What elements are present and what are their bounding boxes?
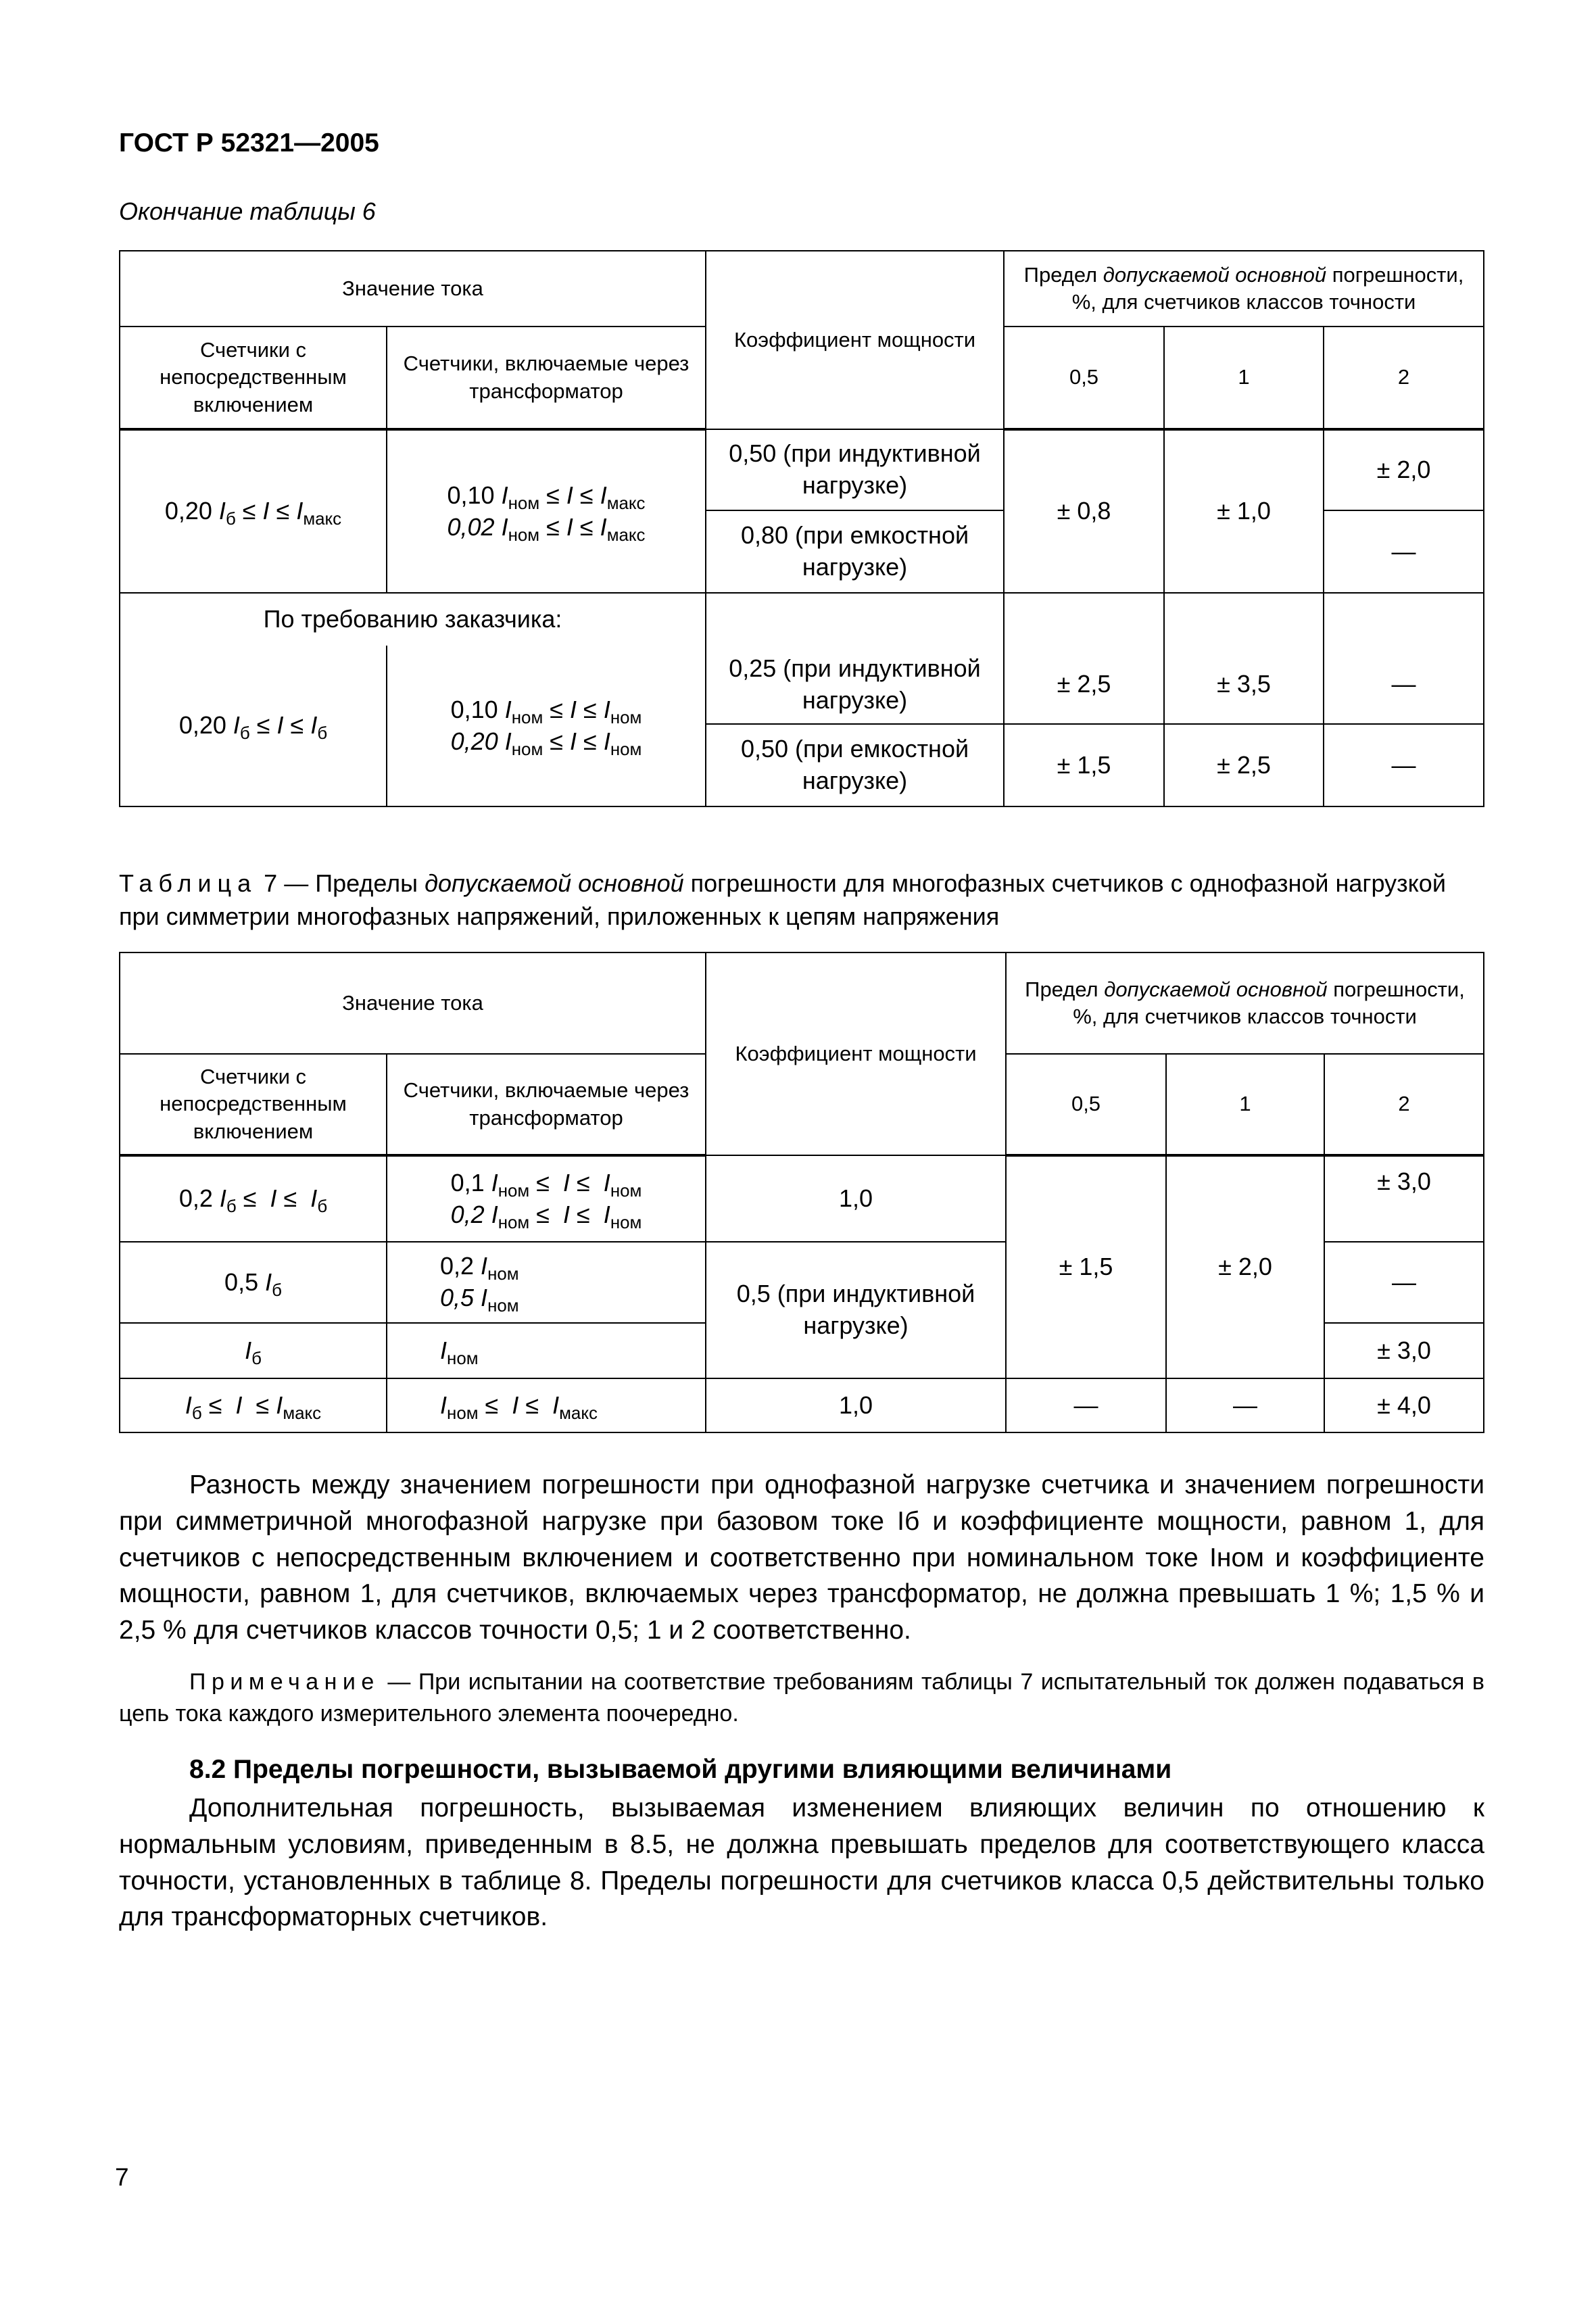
table7-caption-pre: — Пределы <box>277 869 425 897</box>
block2-cap-class-2: — <box>1324 724 1484 806</box>
section-8-2-title: 8.2 Пределы погрешности, вызываемой другими влияющими величинами <box>189 1755 1172 1784</box>
t7-row4-direct: $I_б \le I \le I_{макс}$ <box>120 1378 387 1432</box>
t7-header-limit-pre: Предел <box>1025 977 1105 1001</box>
table-6 <box>119 250 1484 807</box>
t7-merged-class-1: ± 2,0 <box>1166 1155 1324 1378</box>
block1-pf-inductive: 0,50 (при индуктивной нагрузке) <box>706 429 1004 510</box>
header-transformer: Счетчики, включаемые через трансформатор <box>387 327 706 429</box>
header-power-factor: Коэффициент мощности <box>706 251 1004 429</box>
header-limit-italic: допускаемой основной <box>1103 262 1327 287</box>
t7-row2-class-2: — <box>1324 1242 1484 1323</box>
block2-cap-class-05: ± 1,5 <box>1004 724 1164 806</box>
t7-row3-direct: $I_б$ <box>120 1323 387 1378</box>
t7-header-limit-italic: допускаемой основной <box>1104 977 1328 1001</box>
note-label: Примечание <box>189 1669 380 1695</box>
table7-caption <box>119 867 1484 933</box>
header-limit <box>1004 251 1484 327</box>
block1-pf-capacitive: 0,80 (при емкостной нагрузке) <box>706 510 1004 593</box>
header-limit-pre: Предел <box>1023 262 1103 287</box>
t7-row4-class-2: ± 4,0 <box>1324 1378 1484 1432</box>
block2-customer-label: По требованию заказчика: <box>120 593 706 646</box>
t7-header-class-05: 0,5 <box>1006 1054 1166 1155</box>
header-class-05: 0,5 <box>1004 327 1164 429</box>
header-limit-post: погрешности, %, для счетчиков классов точности <box>1071 262 1464 314</box>
t7-header-limit <box>1006 952 1484 1054</box>
block1-class-2-capacitive: — <box>1324 510 1484 593</box>
page-number: 7 <box>115 2163 129 2191</box>
t7-row1-direct: 0,2 $I_б \le I \le I_б$ <box>120 1155 387 1242</box>
t7-header-class-1: 1 <box>1166 1054 1324 1155</box>
block1-class-2-inductive: ± 2,0 <box>1324 429 1484 510</box>
table-7 <box>119 952 1484 1433</box>
table7-caption-number: 7 <box>264 869 278 897</box>
t7-row4-class-1: — <box>1166 1378 1324 1432</box>
t7-header-current-value: Значение тока <box>120 952 706 1054</box>
t7-row2-direct: 0,5 $I_б$ <box>120 1242 387 1323</box>
document-header: ГОСТ Р 52321—2005 <box>119 128 379 158</box>
block2-transformer: 0,10 $I_{ном} \le I \le I_{ном}$ 0,20 $I_{ном} \le I \le I_{ном}$ <box>387 646 706 806</box>
t7-row1-transformer: 0,1 $I_{ном} \le I \le I_{ном}$ 0,2 $I_{ном} \le I \le I_{ном}$ <box>387 1155 706 1242</box>
section-8-2-text <box>119 1790 1484 1935</box>
header-current-value: Значение тока <box>120 251 706 327</box>
t7-row2-pf: 0,5 (при индуктивной нагрузке) <box>706 1242 1006 1378</box>
block2-direct: 0,20 $I_б \le I \le I_б$ <box>120 646 387 806</box>
header-direct: Счетчики с непосредственным включением <box>120 327 387 429</box>
t7-header-limit-post: погрешности, %, для счетчиков классов точности <box>1073 977 1465 1028</box>
block2-ind-class-2: — <box>1324 646 1484 724</box>
t7-row1-pf: 1,0 <box>706 1155 1006 1242</box>
paragraph-difference-text: Разность между значением погрешности при однофазной нагрузке счетчика и значением погрешности при симметричной многофазной нагрузке при базовом токе Iб и коэффициенте мощности, равном 1, для счетчиков с непосредственным включением и соответственно при номинальном токе Iном и коэффициенте мощности, равном 1, для счетчиков, включаемых через трансформатор, не должна превышать 1 %; 1,5 % и 2,5 % для счетчиков классов точности 0,5; 1 и 2 соответственно. <box>119 1470 1484 1645</box>
table7-caption-italic: допускаемой основной <box>425 869 684 897</box>
block1-transformer: 0,10 $I_{ном} \le I \le I_{макс}$ 0,02 $I_{ном} \le I \le I_{макс}$ <box>387 429 706 593</box>
header-class-2: 2 <box>1324 327 1484 429</box>
header-class-1: 1 <box>1164 327 1324 429</box>
t7-header-class-2: 2 <box>1324 1054 1484 1155</box>
paragraph-difference <box>119 1467 1484 1649</box>
block1-direct: 0,20 $I_б \le I \le I_{макс}$ <box>120 429 387 593</box>
t7-row2-transformer: 0,2 $I_{ном}$ 0,5 $I_{ном}$ <box>387 1242 706 1323</box>
block2-pf-capacitive: 0,50 (при емкостной нагрузке) <box>706 724 1004 806</box>
block2-cap-class-1: ± 2,5 <box>1164 724 1324 806</box>
t7-row4-pf: 1,0 <box>706 1378 1006 1432</box>
block1-class-1: ± 1,0 <box>1164 429 1324 593</box>
table7-caption-label: Таблица <box>119 869 258 897</box>
block2-pf-inductive: 0,25 (при индуктивной нагрузке) <box>706 646 1004 724</box>
table7-caption-post: погрешности для многофазных счетчиков с однофазной нагрузкой при симметрии многофазных напряжений, приложенных к цепям напряжения <box>119 869 1446 930</box>
note-text: — При испытании на соответствие требованиям таблицы 7 испытательный ток должен подаваться в цепь тока каждого измерительного элемента поочередно. <box>119 1669 1484 1727</box>
section-8-2-body: Дополнительная погрешность, вызываемая изменением влияющих величин по отношению к нормальным условиям, приведенным в 8.5, не должна превышать пределов для соответствующего класса точности, установленных в таблице 8. Пределы погрешности для счетчиков класса 0,5 действительны только для трансформаторных счетчиков. <box>119 1793 1484 1932</box>
table6-continuation-caption: Окончание таблицы 6 <box>119 197 376 225</box>
t7-row4-transformer: $I_{ном} \le I \le I_{макс}$ <box>387 1378 706 1432</box>
t7-header-direct: Счетчики с непосредственным включением <box>120 1054 387 1155</box>
t7-header-power-factor: Коэффициент мощности <box>706 952 1006 1155</box>
t7-row1-class-2: ± 3,0 <box>1324 1155 1484 1242</box>
t7-row3-class-2: ± 3,0 <box>1324 1323 1484 1378</box>
block1-class-05: ± 0,8 <box>1004 429 1164 593</box>
block2-ind-class-05: ± 2,5 <box>1004 646 1164 724</box>
t7-header-transformer: Счетчики, включаемые через трансформатор <box>387 1054 706 1155</box>
t7-merged-class-05: ± 1,5 <box>1006 1155 1166 1378</box>
t7-row3-transformer: $I_{ном}$ <box>387 1323 706 1378</box>
note <box>119 1666 1484 1730</box>
block2-ind-class-1: ± 3,5 <box>1164 646 1324 724</box>
t7-row4-class-05: — <box>1006 1378 1166 1432</box>
